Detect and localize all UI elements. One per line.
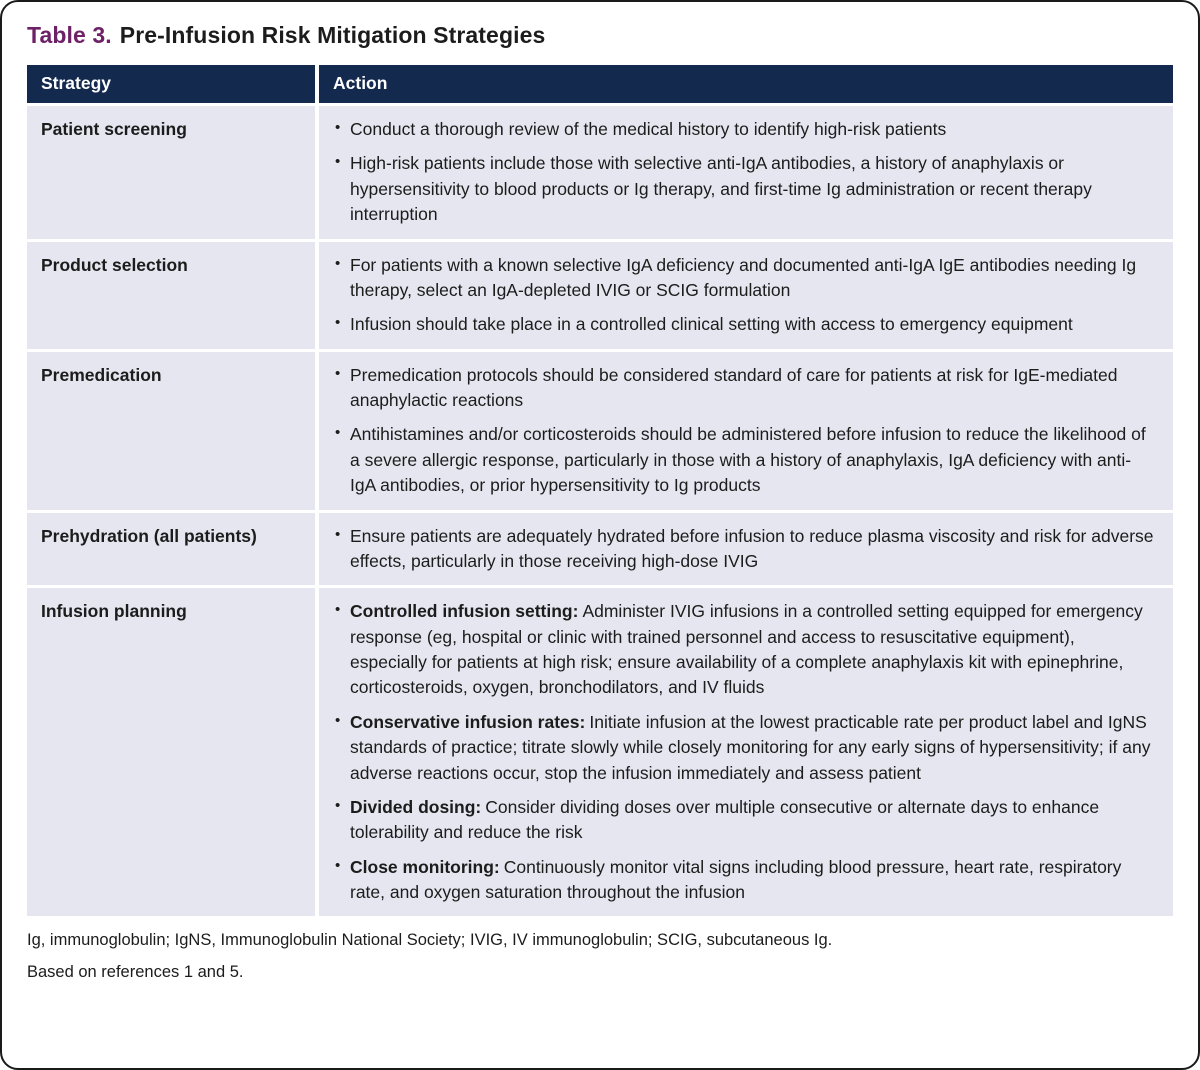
references-footnote: Based on references 1 and 5.	[27, 963, 244, 982]
table-header-row	[27, 65, 1173, 103]
action-bullet	[333, 422, 1155, 498]
bullet-lead: Close monitoring:	[350, 856, 500, 877]
table-number-label: Table 3.	[27, 22, 112, 48]
action-bullet	[333, 524, 1155, 575]
action-bullet	[333, 117, 1155, 142]
action-bullet	[333, 855, 1155, 906]
table-row-prehydration	[27, 513, 1173, 586]
action-bullet	[333, 795, 1155, 846]
table-title-text: Pre-Infusion Risk Mitigation Strategies	[119, 22, 546, 48]
action-bullet	[333, 599, 1155, 701]
bullet-text: High-risk patients include those with selective anti-IgA antibodies, a history of anaphylaxis or hypersensitivity to blood products or Ig therapy, and first-time Ig administration or recent therapy interruption	[350, 153, 1092, 225]
action-cell	[319, 352, 1173, 510]
table-row-product-selection	[27, 242, 1173, 349]
column-header-strategy: Strategy	[27, 65, 315, 103]
bullet-text: Premedication protocols should be considered standard of care for patients at risk for IgE-mediated anaphylactic reactions	[350, 364, 1118, 410]
table-row-premedication	[27, 352, 1173, 510]
abbreviations-footnote: Ig, immunoglobulin; IgNS, Immunoglobulin National Society; IVIG, IV immunoglobulin; SCIG, subcutaneous Ig.	[27, 931, 833, 950]
table-title	[27, 22, 1173, 49]
strategy-cell: Product selection	[27, 242, 315, 349]
strategy-cell: Prehydration (all patients)	[27, 513, 315, 586]
bullet-text: Initiate infusion at the lowest practicable rate per product label and IgNS standards of practice; titrate slowly while closely monitoring for any early signs of hypersensitivity; if any adverse reactions occur, stop the infusion immediately and assess patient	[350, 711, 1151, 783]
bullet-text: Ensure patients are adequately hydrated before infusion to reduce plasma viscosity and risk for adverse effects, particularly in those receiving high-dose IVIG	[350, 525, 1154, 571]
bullet-text: Infusion should take place in a controlled clinical setting with access to emergency equipment	[350, 314, 1073, 335]
action-cell	[319, 588, 1173, 916]
bullet-lead: Conservative infusion rates:	[350, 711, 586, 732]
strategy-cell: Patient screening	[27, 106, 315, 239]
action-bullet	[333, 363, 1155, 414]
bullet-text: For patients with a known selective IgA deficiency and documented anti-IgA IgE antibodies needing Ig therapy, select an IgA-depleted IVIG or SCIG formulation	[350, 254, 1137, 300]
bullet-text: Continuously monitor vital signs including blood pressure, heart rate, respiratory rate, and oxygen saturation throughout the infusion	[350, 856, 1122, 902]
bullet-text: Administer IVIG infusions in a controlled setting equipped for emergency response (eg, hospital or clinic with trained personnel and access to resuscitative equipment), especially for patients at high risk; ensure availability of a complete anaphylaxis kit with epinephrine, corticosteroids, oxygen, bronchodilators, and IV fluids	[350, 601, 1143, 698]
strategy-cell: Premedication	[27, 352, 315, 510]
strategy-cell: Infusion planning	[27, 588, 315, 916]
bullet-text: Conduct a thorough review of the medical history to identify high-risk patients	[350, 119, 947, 139]
action-bullet	[333, 312, 1155, 337]
bullet-lead: Divided dosing:	[350, 796, 482, 817]
bullet-text: Antihistamines and/or corticosteroids should be administered before infusion to reduce the likelihood of a severe allergic response, particularly in those with a history of anaphylaxis, IgA deficiency with anti-IgA antibodies, or prior hypersensitivity to Ig products	[350, 424, 1146, 496]
action-bullet	[333, 710, 1155, 786]
action-bullet	[333, 253, 1155, 304]
action-cell	[319, 242, 1173, 349]
risk-mitigation-table	[27, 65, 1173, 916]
action-cell	[319, 513, 1173, 586]
bullet-text: Consider dividing doses over multiple consecutive or alternate days to enhance tolerability and reduce the risk	[350, 796, 1100, 843]
action-bullet	[333, 151, 1155, 227]
table-footnotes	[27, 929, 1173, 984]
column-header-action: Action	[319, 65, 1173, 103]
action-cell	[319, 106, 1173, 239]
table-row-patient-screening	[27, 106, 1173, 239]
table-row-infusion-planning	[27, 588, 1173, 916]
bullet-lead: Controlled infusion setting:	[350, 601, 579, 622]
